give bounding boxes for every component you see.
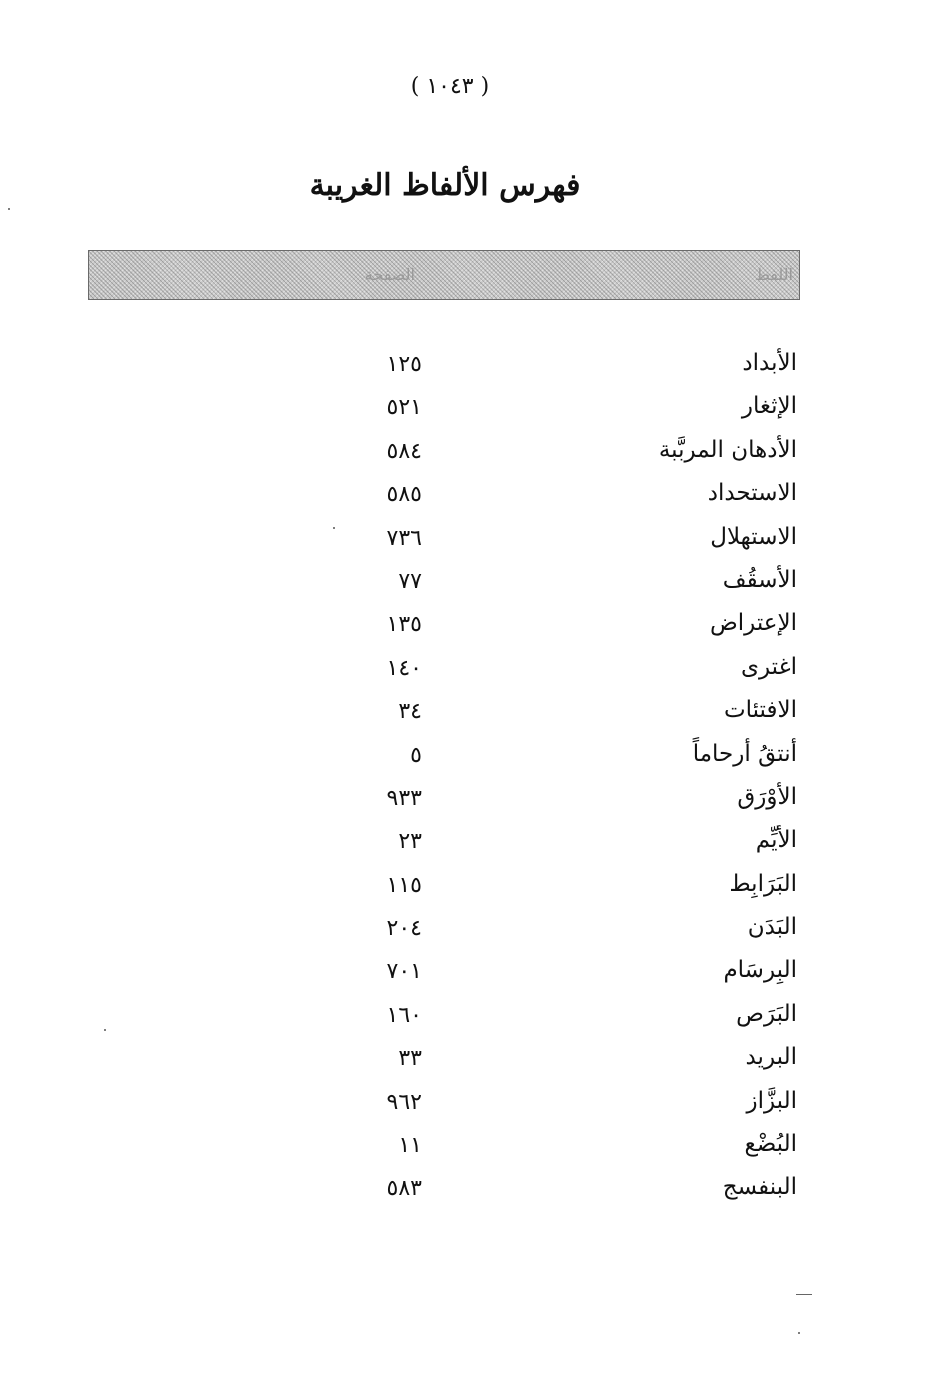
index-word: البنفسج (722, 1174, 797, 1201)
index-row (0, 433, 943, 476)
index-page: ٩٣٣ (386, 785, 422, 811)
index-page: ٧٧ (398, 568, 422, 594)
index-page: ١٣٥ (386, 612, 422, 638)
index-word: الاستحداد (707, 480, 797, 507)
index-row (0, 997, 943, 1040)
index-page: ١١٥ (386, 872, 422, 898)
index-row (0, 563, 943, 606)
index-page: ١٤٠ (386, 655, 422, 681)
index-row (0, 867, 943, 910)
index-word: البزَّاز (746, 1087, 797, 1114)
index-word: أنتقُ أرحاماً (692, 740, 797, 767)
index-word: البُضْع (744, 1131, 797, 1158)
scan-speck (333, 527, 335, 529)
footer-dash (796, 1294, 812, 1295)
index-word: الأوْرَق (737, 783, 797, 810)
index-word: البَدَن (747, 914, 797, 941)
index-row (0, 1084, 943, 1127)
index-row (0, 476, 943, 519)
index-page: ١٦٠ (386, 1002, 422, 1028)
index-page: ١٢٥ (386, 352, 422, 377)
index-word: البَرَابِط (729, 870, 797, 897)
index-word: الأيِّم (755, 827, 797, 854)
index-word: الاستهلال (710, 523, 797, 550)
table-header-bar (88, 250, 800, 300)
index-word: اغترى (740, 653, 797, 680)
index-page: ٩٦٢ (386, 1089, 422, 1115)
index-row (0, 823, 943, 866)
index-row (0, 650, 943, 693)
index-word: الافتئات (723, 697, 797, 724)
index-page: ٥٢١ (386, 395, 422, 421)
header-word-label: اللفظ (755, 265, 793, 284)
page-number: ( ١٠٤٣ ) (410, 74, 490, 99)
index-page: ٣٤ (398, 699, 422, 725)
index-row (0, 1040, 943, 1083)
index-row (0, 346, 943, 389)
index-row (0, 1127, 943, 1170)
index-word: الأدهان المربَّبة (658, 436, 797, 463)
page-title: فهرس الألفاظ الغريبة (309, 168, 581, 203)
index-word: الأبداد (742, 350, 797, 376)
header-page-label: الصفحة (364, 265, 415, 284)
index-word: الإعتراض (709, 610, 797, 637)
index-word: الإثغار (741, 393, 797, 420)
index-word: الأسقُف (722, 566, 797, 593)
index-page: ٥ (410, 742, 422, 768)
index-row (0, 953, 943, 996)
index-row (0, 1170, 943, 1213)
index-row (0, 606, 943, 649)
index-page: ٥٨٣ (386, 1176, 422, 1202)
index-page: ٣٣ (398, 1046, 422, 1072)
index-row (0, 780, 943, 823)
index-page: ٧٠١ (386, 959, 422, 985)
index-row (0, 737, 943, 780)
scan-speck (798, 1332, 800, 1334)
index-word: البريد (745, 1044, 797, 1071)
index-row (0, 520, 943, 563)
index-page: ٥٨٥ (386, 482, 422, 508)
index-row (0, 693, 943, 736)
scan-speck (8, 208, 10, 210)
index-row (0, 389, 943, 432)
index-page: ٧٣٦ (386, 525, 422, 551)
index-page: ٢٠٤ (386, 916, 422, 942)
index-page: ٥٨٤ (386, 438, 422, 464)
index-page: ١١ (398, 1133, 422, 1159)
index-word: البِرسَام (723, 957, 797, 984)
index-page: ٢٣ (398, 829, 422, 855)
scan-speck (104, 1029, 106, 1031)
index-entries (0, 346, 943, 1214)
index-word: البَرَص (736, 1000, 797, 1027)
index-row (0, 910, 943, 953)
